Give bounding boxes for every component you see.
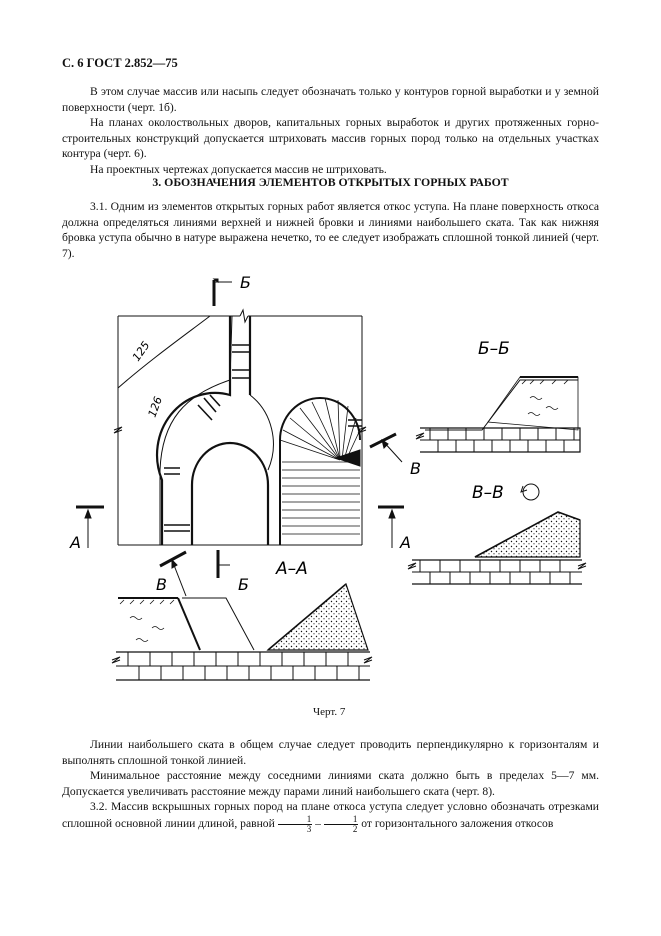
fraction-one-half: $\frac{1}{2}$	[324, 815, 359, 834]
contour-label-126: 126	[145, 394, 166, 420]
paragraph: На планах околоствольных дворов, капитальных горных выработок и других протяженных горно-строительных конструкций допускается штриховать массив горных пород только на отдельных участках контура (черт. 6).	[62, 116, 599, 161]
section-marks	[76, 279, 404, 596]
label-b-top: Б	[240, 273, 251, 292]
bottom-text-block	[62, 737, 599, 834]
rotation-symbol	[523, 484, 539, 500]
section-vv	[408, 512, 586, 584]
label-v-bottom: В	[156, 575, 167, 594]
paragraph: Минимальное расстояние между соседними линиями ската должно быть в пределах 5—7 мм. Допускается увеличивать расстояние между парами линий наибольшего ската (черт. 8).	[62, 769, 599, 798]
paragraph: В этом случае массив или насыпь следует обозначать только у контуров горной выработки и у земной поверхности (черт. 1б).	[62, 85, 599, 114]
section-aa	[112, 584, 372, 680]
label-b-bottom: Б	[238, 575, 249, 594]
plan-view	[114, 310, 366, 545]
section-bb-label: Б–Б	[478, 339, 510, 359]
paragraph: Линии наибольшего ската в общем случае следует проводить перпендикулярно к горизонталям и выполнять сплошной тонкой линией.	[62, 738, 599, 767]
fraction-one-third: $\frac{1}{3}$	[278, 815, 313, 834]
figure-caption: Черт. 7	[313, 706, 346, 718]
paragraph-3-2: 3.2. Массив вскрышных горных пород на плане откоса уступа следует условно обозначать отрезками сплошной основной линии длиной, равной $\frac{1}{3}$ – $\frac{1}{2}$ от горизонтального заложения откосов	[62, 800, 599, 834]
paragraph: На проектных чертежах допускается массив не штриховать.	[90, 162, 387, 176]
section-heading: 3. ОБОЗНАЧЕНИЯ ЭЛЕМЕНТОВ ОТКРЫТЫХ ГОРНЫХ РАБОТ	[152, 175, 509, 189]
label-a-right: А	[400, 533, 411, 552]
label-v-right: В	[410, 459, 421, 478]
section-aa-label: А–А	[276, 559, 308, 579]
section-vv-label: В–В	[472, 483, 504, 503]
paragraph: 3.1. Одним из элементов открытых горных работ является откос уступа. На плане поверхность откоса должна определяться линиями верхней и нижней бровки и линиями наибольшего ската. Так как нижняя бровка уступа обычно в натуре выражена нечетко, то ее следует изображать сплошной тонкой линией (черт. 7).	[62, 200, 599, 260]
label-a-left: А	[70, 533, 81, 552]
contour-label-125: 125	[129, 339, 153, 364]
page-header: С. 6 ГОСТ 2.852—75	[62, 56, 178, 70]
section-bb	[416, 377, 580, 452]
